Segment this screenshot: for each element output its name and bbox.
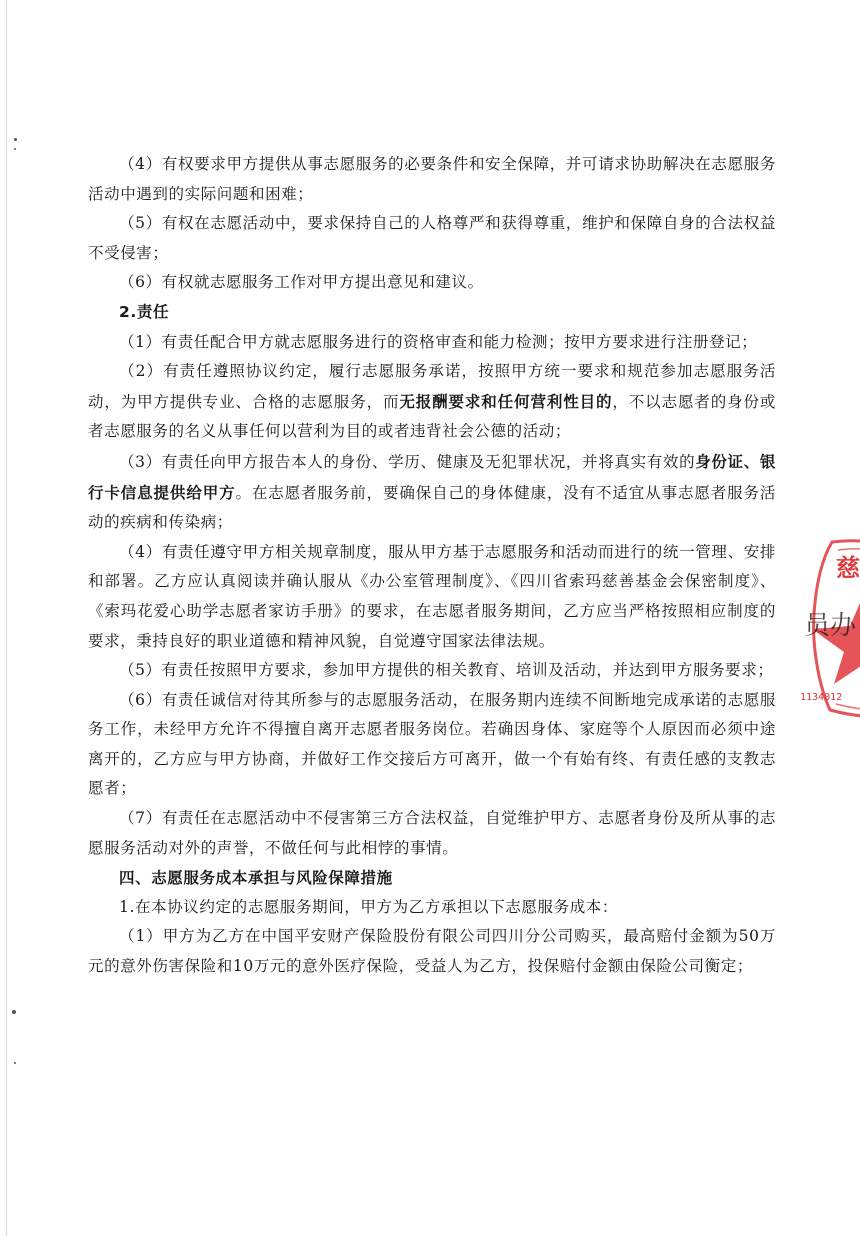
seal-code: 1134012 <box>800 692 843 703</box>
document-body <box>88 150 776 982</box>
official-seal-stamp <box>792 534 860 724</box>
text-run: ，不以志愿者的身份或者志愿服务的名义从事任何以营利为目的或者违背社会公德的活动； <box>88 392 776 441</box>
para-duty-4: （4）有责任遵守甲方相关规章制度，服从甲方基于志愿服务和活动而进行的统一管理、安排和部署。乙方应认真阅读并确认服从《办公室管理制度》、《四川省索玛慈善基金会保密制度》、《索玛花爱心助学志愿者家访手册》的要求，在志愿者服务期间，乙方应当严格按照相应制度的要求，秉持良好的职业道德和精神风貌，自觉遵守国家法律法规。 <box>88 542 776 650</box>
para-duty-6: （6）有责任诚信对待其所参与的志愿服务活动，在服务期内连续不间断地完成承诺的志愿服务工作，未经甲方允许不得擅自离开志愿者服务岗位。若确因身体、家庭等个人原因而必须中途离开的，乙方应与甲方协商，并做好工作交接后方可离开，做一个有始有终、有责任感的支教志愿者； <box>88 690 776 798</box>
para-duty-5: （5）有责任按照甲方要求，参加甲方提供的相关教育、培训及活动，并达到甲方服务要求； <box>119 661 774 680</box>
seal-text-mid: 员办 <box>804 611 857 641</box>
text-run: 。在志愿者服务前，要确保自己的身体健康，没有不适宜从事志愿者服务活动的疾病和传染病； <box>88 483 776 532</box>
section-heading-responsibility: 2.责任 <box>119 302 170 321</box>
text-run: （3）有责任向甲方报告本人的身份、学历、健康及无犯罪状况，并将真实有效的 <box>119 452 696 471</box>
bold-text-run: 无报酬要求和任何营利性目的 <box>399 391 613 411</box>
scan-speck <box>14 148 16 150</box>
para-duty-3 <box>88 447 776 538</box>
para-right-6: （6）有权就志愿服务工作对甲方提出意见和建议。 <box>119 273 484 292</box>
text-run: （2）有责任遵照协议约定，履行志愿服务承诺，按照甲方统一要求和规范参加志愿服务活动，为甲方提供专业、合格的志愿服务，而 <box>88 362 776 411</box>
para-duty-2 <box>88 357 776 447</box>
para-right-5: （5）有权在志愿活动中，要求保持自己的人格尊严和获得尊重，维护和保障自身的合法权益不受侵害； <box>88 214 776 262</box>
para-cost-1: 1.在本协议约定的志愿服务期间，甲方为乙方承担以下志愿服务成本： <box>119 897 618 916</box>
seal-text-top: 慈 <box>836 553 860 582</box>
para-right-4: （4）有权要求甲方提供从事志愿服务的必要条件和安全保障，并可请求协助解决在志愿服务活动中遇到的实际问题和困难； <box>88 155 776 203</box>
section-heading-cost-risk: 四、志愿服务成本承担与风险保障措施 <box>119 868 393 888</box>
bold-text-run: 身份证、银行卡信息提供给甲方 <box>88 451 776 502</box>
scan-speck <box>14 1062 16 1064</box>
scan-speck <box>14 138 17 141</box>
para-cost-1-insurance: （1）甲方为乙方在中国平安财产保险股份有限公司四川分公司购买，最高赔付金额为50万元的意外伤害保险和10万元的意外医疗保险，受益人为乙方，投保赔付金额由保险公司衡定； <box>88 927 776 976</box>
para-duty-7: （7）有责任在志愿活动中不侵害第三方合法权益，自觉维护甲方、志愿者身份及所从事的志愿服务活动对外的声誉，不做任何与此相悖的事情。 <box>88 809 776 857</box>
para-duty-1: （1）有责任配合甲方就志愿服务进行的资格审查和能力检测；按甲方要求进行注册登记； <box>119 332 758 351</box>
scan-speck <box>12 1010 16 1014</box>
scan-edge-line <box>6 0 7 1236</box>
